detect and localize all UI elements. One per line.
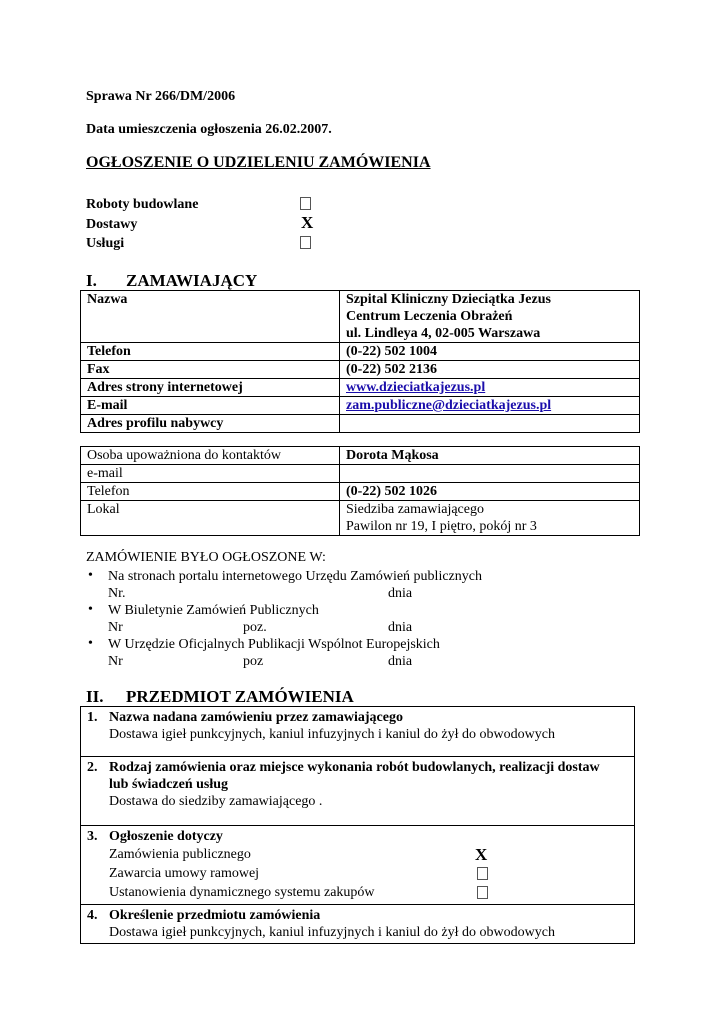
table-cell-label: Telefon [81, 483, 340, 501]
list-item-dnia: dnia [388, 586, 413, 601]
option-checkbox [477, 886, 488, 899]
table-row [81, 397, 640, 415]
option-checkbox [477, 867, 488, 880]
order-type-services-label: Usługi [86, 236, 125, 251]
item-text: Dostawa do siedziby zamawiającego . [109, 794, 323, 809]
table-row [81, 905, 635, 944]
list-item-text: Na stronach portalu internetowego Urzędu Zamówień publicznych [108, 569, 482, 584]
table-cell-value [340, 397, 640, 415]
list-item [88, 568, 608, 602]
table-row [81, 707, 635, 757]
order-type-supplies-label: Dostawy [86, 217, 138, 232]
table-cell-value [340, 291, 640, 343]
subject-item-4 [81, 905, 635, 944]
website-link[interactable]: www.dzieciatkajezus.pl [346, 380, 486, 395]
item-number: 1. [87, 710, 98, 725]
table-cell-label: e-mail [81, 465, 340, 483]
table-cell-label: Nazwa [81, 291, 340, 343]
table-cell-label: Lokal [81, 501, 340, 536]
section-2-heading [86, 687, 354, 707]
order-type-supplies-mark: X [301, 213, 314, 232]
table-cell-label: Osoba upoważniona do kontaktów [81, 447, 340, 465]
order-type-services-checkbox [300, 236, 311, 249]
option-row [87, 845, 628, 864]
name-line: Szpital Kliniczny Dzieciątka Jezus [346, 292, 551, 307]
option-label: Zamówienia publicznego [109, 847, 251, 862]
subject-item-1 [81, 707, 635, 757]
list-item-poz: poz. [243, 620, 267, 635]
page-title: OGŁOSZENIE O UDZIELENIU ZAMÓWIENIA [86, 154, 431, 171]
list-item [88, 636, 608, 670]
case-number: Sprawa Nr 266/DM/2006 [86, 89, 236, 104]
contracting-authority-table [80, 290, 640, 433]
list-item-text: W Urzędzie Oficjalnych Publikacji Wspólnot Europejskich [108, 637, 440, 652]
list-item-dnia: dnia [388, 620, 413, 635]
item-title: Ogłoszenie dotyczy [109, 829, 223, 844]
name-line: ul. Lindleya 4, 02-005 Warszawa [346, 326, 541, 341]
table-row [81, 343, 640, 361]
option-label: Zawarcia umowy ramowej [109, 866, 260, 881]
table-row [81, 361, 640, 379]
location-line: Siedziba zamawiającego [346, 502, 484, 517]
list-item-nr: Nr [108, 620, 123, 635]
item-number: 4. [87, 908, 98, 923]
published-heading: ZAMÓWIENIE BYŁO OGŁOSZONE W: [86, 550, 326, 565]
table-row [81, 447, 640, 465]
table-cell-value [340, 415, 640, 433]
item-title-cont: lub świadczeń usług [109, 777, 229, 792]
table-cell-label: Fax [81, 361, 340, 379]
table-row [81, 483, 640, 501]
table-cell-label: Adres strony internetowej [81, 379, 340, 397]
name-line: Centrum Leczenia Obrażeń [346, 309, 513, 324]
table-cell-value [340, 465, 640, 483]
table-cell-label: Telefon [81, 343, 340, 361]
item-number: 2. [87, 760, 98, 775]
option-mark: X [475, 845, 488, 864]
table-cell-label: Adres profilu nabywcy [81, 415, 340, 433]
table-cell-value [340, 501, 640, 536]
section-1-title: ZAMAWIAJĄCY [126, 271, 258, 290]
section-1-number: I. [86, 271, 97, 290]
section-2-title: PRZEDMIOT ZAMÓWIENIA [126, 687, 354, 706]
location-line: Pawilon nr 19, I piętro, pokój nr 3 [346, 519, 537, 534]
item-number: 3. [87, 829, 98, 844]
table-row [81, 757, 635, 826]
table-cell-value: (0-22) 502 1004 [340, 343, 640, 361]
table-cell-value: (0-22) 502 1026 [340, 483, 640, 501]
table-row [81, 291, 640, 343]
table-row [81, 501, 640, 536]
list-item-dnia: dnia [388, 654, 413, 669]
option-row [87, 864, 628, 883]
list-item [88, 602, 608, 636]
publish-date: Data umieszczenia ogłoszenia 26.02.2007. [86, 122, 332, 137]
table-cell-label: E-mail [81, 397, 340, 415]
table-row [81, 465, 640, 483]
order-type-works-label: Roboty budowlane [86, 197, 199, 212]
table-cell-value: (0-22) 502 2136 [340, 361, 640, 379]
item-text: Dostawa igieł punkcyjnych, kaniul infuzyjnych i kaniul do żył do obwodowych [109, 925, 555, 940]
order-type-works-checkbox [300, 197, 311, 210]
list-item-text: W Biuletynie Zamówień Publicznych [108, 603, 319, 618]
subject-item-2 [81, 757, 635, 826]
table-row [81, 379, 640, 397]
bullet-icon: • [88, 568, 93, 583]
item-title: Rodzaj zamówienia oraz miejsce wykonania robót budowlanych, realizacji dostaw [109, 760, 600, 775]
option-label: Ustanowienia dynamicznego systemu zakupów [109, 885, 375, 900]
email-link[interactable]: zam.publiczne@dzieciatkajezus.pl [346, 398, 552, 413]
item-title: Nazwa nadana zamówieniu przez zamawiającego [109, 710, 403, 725]
section-1-heading [86, 271, 257, 291]
bullet-icon: • [88, 636, 93, 651]
option-row [87, 883, 628, 902]
contact-table [80, 446, 640, 536]
subject-table [80, 706, 635, 944]
list-item-nr: Nr. [108, 586, 126, 601]
table-cell-value: Dorota Mąkosa [340, 447, 640, 465]
table-cell-value [340, 379, 640, 397]
item-title: Określenie przedmiotu zamówienia [109, 908, 321, 923]
section-2-number: II. [86, 687, 104, 706]
subject-item-3 [81, 826, 635, 905]
table-row [81, 826, 635, 905]
list-item-poz: poz [243, 654, 264, 669]
list-item-nr: Nr [108, 654, 123, 669]
table-row [81, 415, 640, 433]
item-text: Dostawa igieł punkcyjnych, kaniul infuzyjnych i kaniul do żył do obwodowych [109, 727, 555, 742]
bullet-icon: • [88, 602, 93, 617]
